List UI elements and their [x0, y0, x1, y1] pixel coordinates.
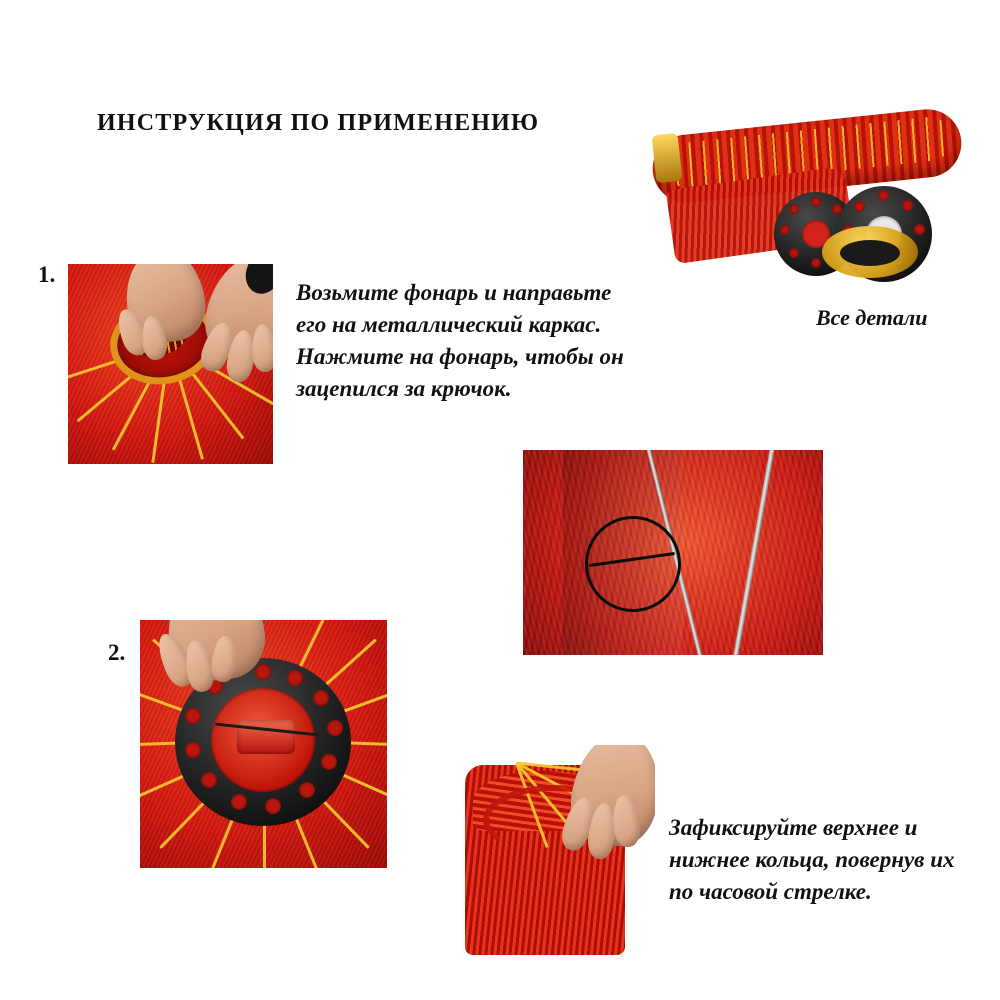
step-1-number: 1. [38, 262, 56, 287]
photo-twist-rings [455, 745, 655, 955]
page-title: ИНСТРУКЦИЯ ПО ПРИМЕНЕНИЮ [97, 110, 540, 136]
step-2-text: Зафиксируйте верхнее и нижнее кольца, повернув их по часовой стрелке. [669, 815, 955, 904]
photo-all-parts [640, 100, 970, 295]
step-2-number: 2. [108, 640, 126, 665]
photo-step-2 [140, 620, 387, 868]
step-1-text: Возьмите фонарь и направьте его на металлический каркас. Нажмите на фонарь, чтобы он зацепился за крючок. [296, 280, 624, 401]
photo-step-1 [68, 264, 273, 464]
caption-all-parts: Все детали [816, 305, 928, 330]
photo-hook-closeup [523, 450, 823, 655]
